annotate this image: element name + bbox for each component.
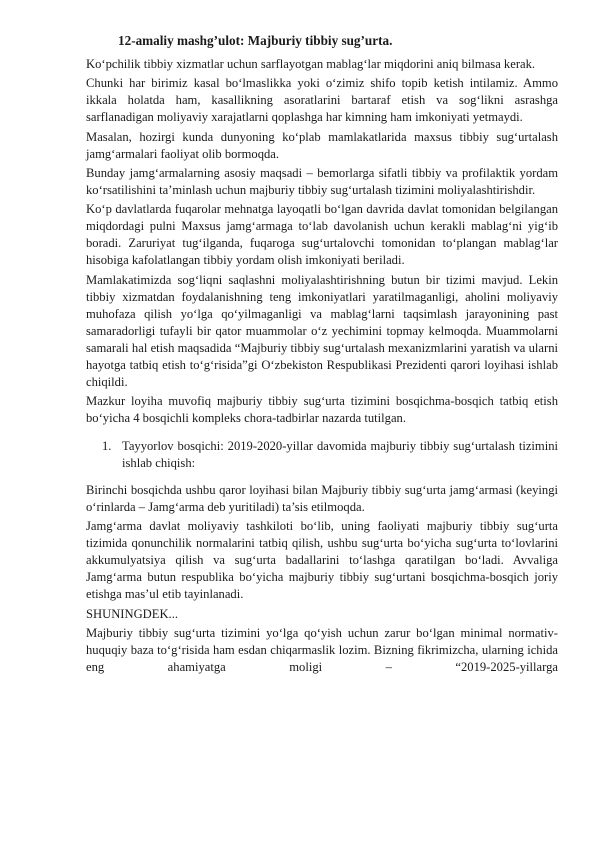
paragraph-first-stage: Birinchi bosqichda ushbu qaror loyihasi bilan Majburiy tibbiy sug‘urta jamg‘armasi (keyingi o‘rinlarda – Jamg‘arma deb yuritiladi) ta’sis etilmoqda. [86, 482, 558, 514]
stages-list [86, 438, 558, 472]
list-item-text: Tayyorlov bosqichi: 2019-2020-yillar davomida majburiy tibbiy sug‘urtalash tizimini ishlab chiqish: [122, 438, 558, 470]
paragraph-fund-description: Jamg‘arma davlat moliyaviy tashkiloti bo‘lib, uning faoliyati majburiy tibbiy sug‘urta tizimida qonunchilik normalarini tatbiq qilish, ushbu sug‘urta bo‘yicha sug‘urta to‘lovlarini akkumulyatsiya qilish va sug‘urta badallarini to‘lashga qaratilgan bo‘ladi. Avvaliga Jamg‘arma butun respublika bo‘yicha majburiy tibbiy sug‘urtani bosqichma-bosqich joriy etishga mas’ul etib tayinlanadi. [86, 519, 558, 602]
paragraph-intro: Ko‘pchilik tibbiy xizmatlar uchun sarflayotgan mablag‘lar miqdorini aniq bilmasa kerak. [86, 57, 536, 71]
paragraph-foreign-practice: Ko‘p davlatlarda fuqarolar mehnatga layoqatli bo‘lgan davrida davlat tomonidan belgilangan miqdordagi pulni Maxsus jamg‘armaga to‘lab davolanish uchun kerakli mablag‘ni yig‘ib boradi. Zaruriyat tug‘ilganda, fuqaroga sug‘urtalovchi tomonidan to‘plangan mablag‘lar hisobiga kafolatlangan tibbiy yordam olish imkoniyati beriladi. [86, 202, 558, 268]
paragraph-also: SHUNINGDEK... [86, 606, 178, 621]
paragraph-example: Masalan, hozirgi kunda dunyoning ko‘plab mamlakatlarida maxsus tibbiy sug‘urtalash jamg‘armalari faoliyat olib bormoqda. [86, 129, 558, 161]
paragraph-reason: Chunki har birimiz kasal bo‘lmaslikka yoki o‘zimiz shifo topib ketish intilamiz. Ammo ikkala holatda ham, kasallikning asoratlarini bartaraf etish va sog‘likni asrashga sarflanadigan moliyaviy xarajatlarni qoplashga har kimning ham imkoniyati yetmaydi. [86, 76, 558, 125]
paragraph-domestic-system: Mamlakatimizda sog‘liqni saqlashni moliyalashtirishning butun bir tizimi mavjud. Lekin tibbiy xizmatdan foydalanishning teng imkoniyatlari yaratilmaganligi, aholini moliyaviy muhofaza qilish yo‘lga qo‘yilmaganligi va mablag‘larni taqsimlash jarayonining past samaradorligi tufayli bir qator muammolar o‘z yechimini topmay kelmoqda. Muammolarni samarali hal etish maqsadida “Majburiy tibbiy sug‘urtalash mexanizmlarini yaratish va ularni hayotga tatbiq etish to‘g‘risida”gi O‘zbekiston Respublikasi Prezidenti qarori loyihasi ishlab chiqildi. [86, 272, 558, 390]
page-title: 12-amaliy mashg’ulot: Majburiy tibbiy sug’urta. [118, 33, 393, 48]
paragraph-legal-base: Majburiy tibbiy sug‘urta tizimini yo‘lga qo‘yish uchun zarur bo‘lgan minimal normativ-huquqiy baza to‘g‘risida ham esdan chiqarmaslik lozim. Bizning fikrimizcha, ularning ichida eng ahamiyatga moligi – “2019-2025-yillarga [86, 625, 558, 674]
paragraph-fund-purpose: Bunday jamg‘armalarning asosiy maqsadi – bemorlarga sifatli tibbiy va profilaktik yordam ko‘rsatilishini ta’minlash uchun majburiy tibbiy sug‘urtalash tizimini moliyalashtirishdir. [86, 165, 558, 197]
list-item [90, 438, 558, 472]
list-item-number: 1. [102, 438, 112, 453]
paragraph-stages-intro: Mazkur loyiha muvofiq majburiy tibbiy sug‘urta tizimini bosqichma-bosqich tatbiq etish bo‘yicha 4 bosqichli kompleks chora-tadbirlar nazarda tutilgan. [86, 394, 558, 426]
